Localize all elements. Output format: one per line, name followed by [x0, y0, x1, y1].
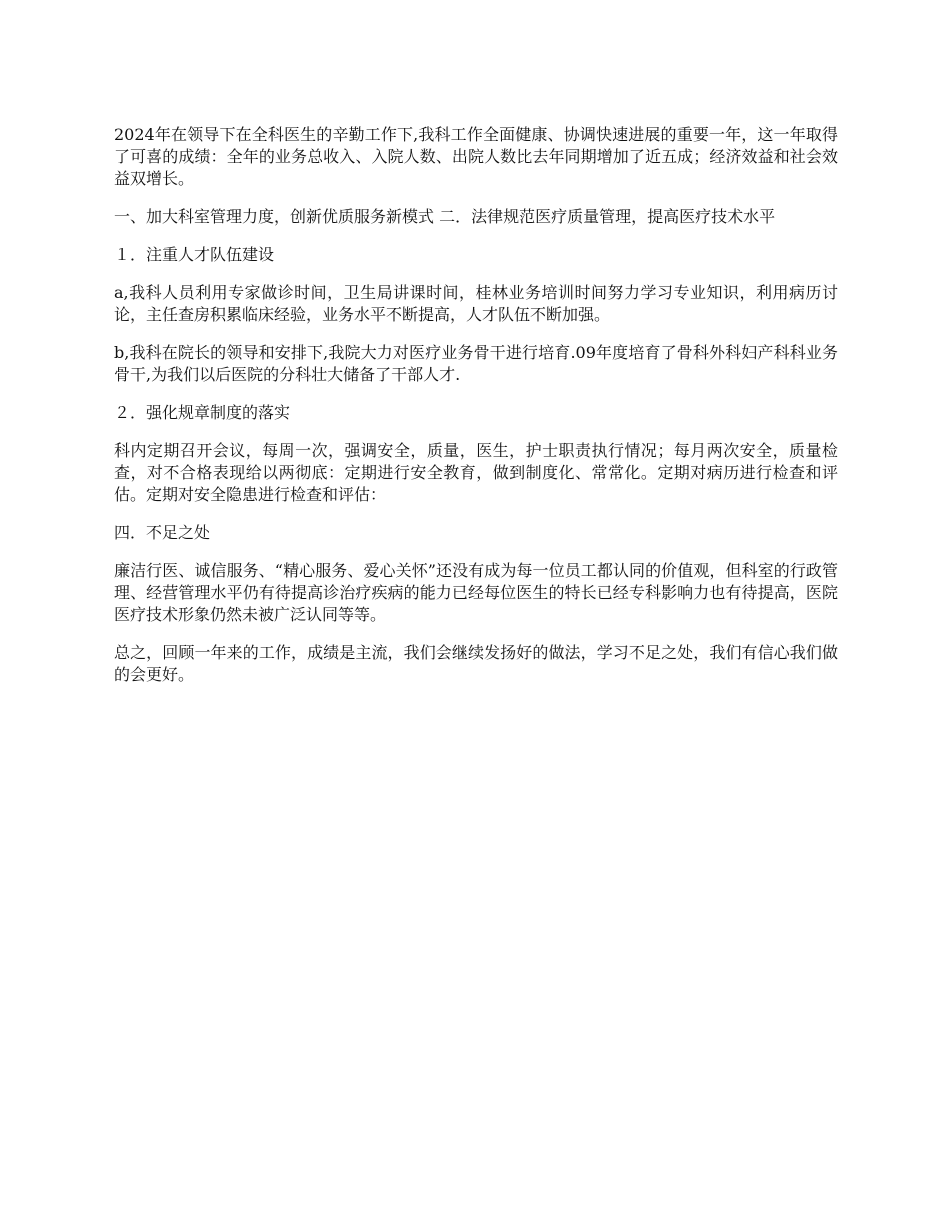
- subheading-talent: １．注重人才队伍建设: [114, 245, 275, 264]
- intro-paragraph: 2024年在领导下在全科医生的辛勤工作下,我科工作全面健康、协调快速进展的重要一年，这一年取得了可喜的成绩：全年的业务总收入、入院人数、出院人数比去年同期增加了近五成；经济效益和社会效益双增长。: [114, 125, 838, 188]
- paragraph-shortcomings: 廉洁行医、诚信服务、“精心服务、爱心关怀”还没有成为每一位员工都认同的价值观，但科室的行政管理、经营管理水平仍有待提高诊治疗疾病的能力已经每位医生的特长已经专科影响力也有待提高，医院医疗技术形象仍然未被广泛认同等等。: [114, 561, 838, 624]
- paragraph-a-learning: a,我科人员利用专家做诊时间，卫生局讲课时间，桂林业务培训时间努力学习专业知识，利用病历讨论，主任查房积累临床经验，业务水平不断提高，人才队伍不断加强。: [114, 283, 838, 324]
- subheading-regulations: ２．强化规章制度的落实: [114, 403, 291, 422]
- paragraph-meetings: 科内定期召开会议，每周一次，强调安全，质量，医生，护士职责执行情况；每月两次安全，质量检查，对不合格表现给以两彻底：定期进行安全教育，做到制度化、常常化。定期对病历进行检查和评估。定期对安全隐患进行检查和评估：: [114, 441, 838, 504]
- section-heading-shortcomings: 四．不足之处: [114, 523, 211, 542]
- conclusion-paragraph: 总之，回顾一年来的工作，成绩是主流，我们会继续发扬好的做法，学习不足之处，我们有信心我们做的会更好。: [114, 643, 838, 684]
- paragraph-b-training: b,我科在院长的领导和安排下,我院大力对医疗业务骨干进行培育.09年度培育了骨科外科妇产科科业务骨干,为我们以后医院的分科壮大储备了干部人才.: [114, 343, 838, 384]
- section-heading-management: 一、加大科室管理力度，创新优质服务新模式 二．法律规范医疗质量管理，提高医疗技术水平: [114, 207, 776, 226]
- document-body: [114, 124, 838, 702]
